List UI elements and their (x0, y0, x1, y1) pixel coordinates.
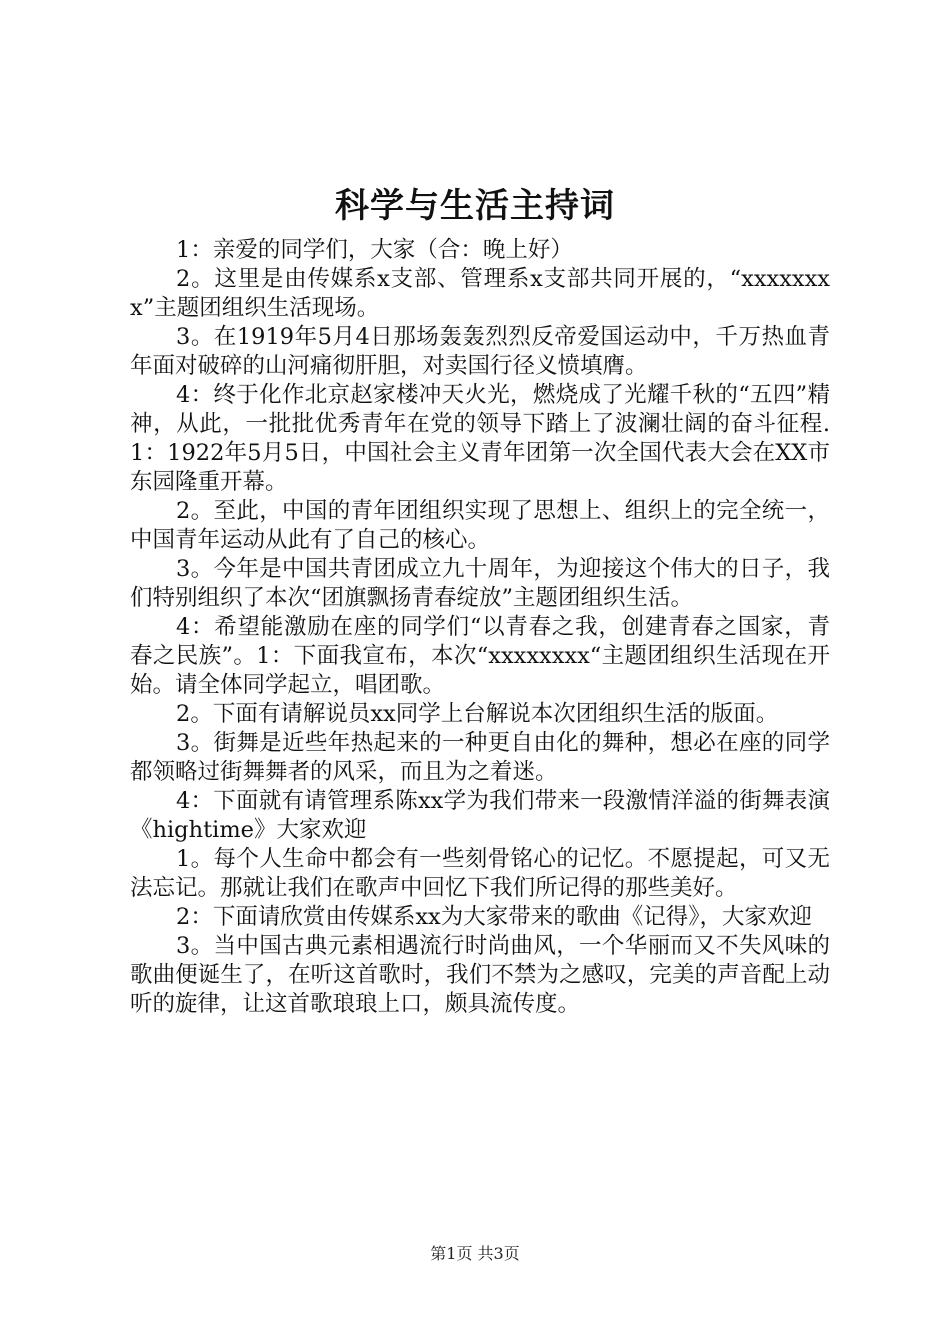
paragraph: 3。街舞是近些年热起来的一种更自由化的舞种，想必在座的同学都领略过街舞舞者的风采，而且为之着迷。 (130, 730, 830, 785)
paragraph: 3。今年是中国共青团成立九十周年，为迎接这个伟大的日子，我们特别组织了本次“团旗飘扬青春绽放”主题团组织生活。 (130, 556, 830, 611)
paragraph: 2。这里是由传媒系x支部、管理系x支部共同开展的，“xxxxxxxx”主题团组织生活现场。 (130, 266, 830, 321)
paragraph: 2：下面请欣赏由传媒系xx为大家带来的歌曲《记得》，大家欢迎 (176, 904, 812, 930)
page-number: 第1页 共3页 (430, 1244, 520, 1263)
paragraph: 2。至此，中国的青年团组织实现了思想上、组织上的完全统一，中国青年运动从此有了自己的核心。 (130, 498, 830, 553)
paragraph: 1。每个人生命中都会有一些刻骨铭心的记忆。不愿提起，可又无法忘记。那就让我们在歌声中回忆下我们所记得的那些美好。 (130, 846, 830, 901)
paragraph: 3。在1919年5月4日那场轰轰烈烈反帝爱国运动中，千万热血青年面对破碎的山河痛彻肝胆，对卖国行径义愤填膺。 (130, 324, 830, 379)
document-body (130, 236, 830, 1019)
document-title: 科学与生活主持词 (335, 186, 615, 226)
paragraph: 3。当中国古典元素相遇流行时尚曲风，一个华丽而又不失风味的歌曲便诞生了，在听这首歌时，我们不禁为之感叹，完美的声音配上动听的旋律，让这首歌琅琅上口，颇具流传度。 (130, 933, 830, 1017)
paragraph: 2。下面有请解说员xx同学上台解说本次团组织生活的版面。 (176, 701, 779, 727)
paragraph: 4：下面就有请管理系陈xx学为我们带来一段激情洋溢的街舞表演《hightime》大家欢迎 (130, 788, 830, 843)
paragraph: 1：亲爱的同学们，大家（合：晚上好） (176, 237, 573, 263)
paragraph: 4：希望能激励在座的同学们“以青春之我，创建青春之国家，青春之民族”。1：下面我宣布，本次“xxxxxxxx“主题团组织生活现在开始。请全体同学起立，唱团歌。 (130, 614, 830, 698)
paragraph: 4：终于化作北京赵家楼冲天火光，燃烧成了光耀千秋的“五四”精神，从此，一批批优秀青年在党的领导下踏上了波澜壮阔的奋斗征程.1：1922年5月5日，中国社会主义青年团第一次全国代表大会在XX市东园隆重开幕。 (130, 382, 830, 495)
